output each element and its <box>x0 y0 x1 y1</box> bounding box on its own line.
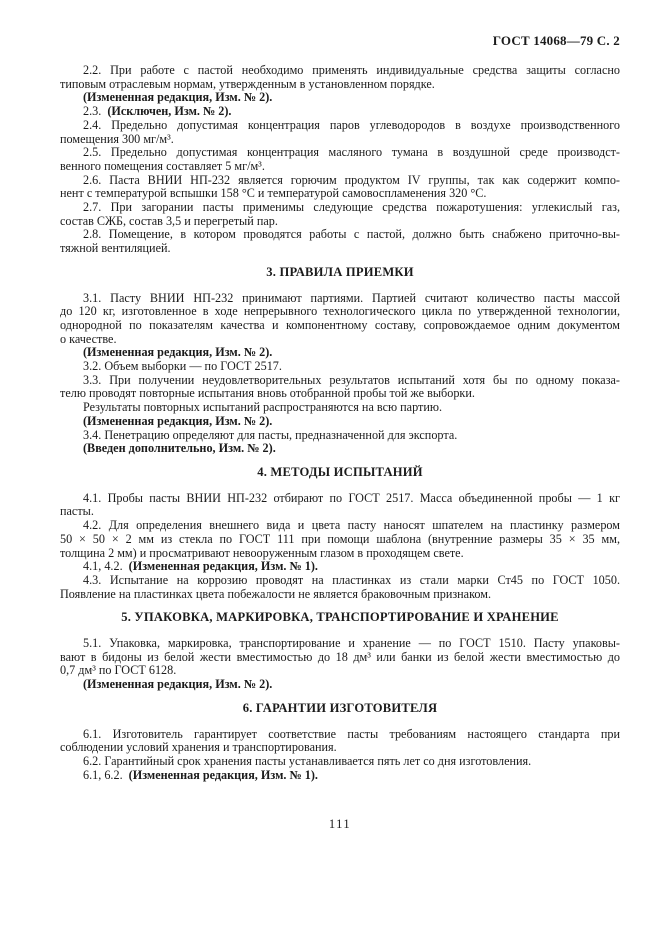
text-line: 4.1. Пробы пасты ВНИИ НП-232 отбирают по ГОСТ 2517. Масса объединенной пробы — 1 кг <box>83 490 620 505</box>
text-line: 3.4. Пенетрацию определяют для пасты, предназначенной для экспорта. <box>83 427 458 442</box>
clause-number: 2.3. <box>83 104 102 119</box>
text-line: состав СЖБ, состав 3,5 и перегретый пар. <box>60 213 278 228</box>
text-line: Результаты повторных испытаний распространяются на всю партию. <box>83 400 443 415</box>
text-line: 3.2. Объем выборки — по ГОСТ 2517. <box>83 359 282 374</box>
clause-6-1 <box>60 728 620 755</box>
text-line: 2.7. При загорании пасты применимы следующие средства пожаротушения: углекислый газ, <box>83 200 620 215</box>
section-6-heading: 6. ГАРАНТИИ ИЗГОТОВИТЕЛЯ <box>242 700 438 715</box>
text-line: 6.2. Гарантийный срок хранения пасты устанавливается пять лет со дня изготовления. <box>83 753 532 768</box>
clause-4-2 <box>60 519 620 560</box>
text-line: (Измененная редакция, Изм. № 2). <box>83 90 273 105</box>
editorial-note-text: (Измененная редакция, Изм. № 1). <box>128 767 318 782</box>
document-body <box>60 64 620 782</box>
text-line: нент с температурой вспышки 158 °С и температурой самовоспламенения 320 °С. <box>60 186 487 201</box>
page-number: 111 <box>328 817 352 831</box>
text-line: (Измененная редакция, Изм. № 2). <box>83 345 273 360</box>
text-line: 0,7 дм³ по ГОСТ 6128. <box>60 663 177 678</box>
text-line: 2.2. При работе с пастой необходимо применять индивидуальные средства защиты согласно <box>83 63 620 77</box>
text-line: вают в бидоны из белой жести вместимостью до 18 дм³ или банки из белой жести вместимостью до <box>60 649 620 664</box>
section-3-heading: 3. ПРАВИЛА ПРИЕМКИ <box>266 264 414 279</box>
text-line: 2.4. Предельно допустимая концентрация паров углеводородов в воздухе производственного <box>83 117 620 132</box>
editorial-note-text: (Исключен, Изм. № 2). <box>107 104 232 119</box>
text-line: 2.8. Помещение, в котором проводятся работы с пастой, должно быть снабжено приточно-вы- <box>83 227 620 242</box>
text-line <box>60 560 620 574</box>
text-line <box>60 769 620 783</box>
text-line: 6.1. Изготовитель гарантирует соответствие пасты требованиям настоящего стандарта при <box>83 726 620 741</box>
clause-number: 6.1, 6.2. <box>83 767 123 782</box>
text-line: помещения 300 мг/м³. <box>60 131 174 146</box>
clause-2-5 <box>60 146 620 173</box>
clause-2-8 <box>60 228 620 255</box>
text-line: 3.3. При получении неудовлетворительных результатов испытаний хотя бы по одному показа- <box>83 372 620 387</box>
text-line: 4.3. Испытание на коррозию проводят на пластинках из стали марки Ст45 по ГОСТ 1050. <box>83 572 620 587</box>
clause-4-1 <box>60 492 620 519</box>
text-line: (Измененная редакция, Изм. № 2). <box>83 413 273 428</box>
clause-4-1-4-2-note <box>60 560 620 574</box>
clause-2-3 <box>60 105 620 119</box>
text-line: пасты. <box>60 504 94 519</box>
text-line: типовым отраслевым нормам, утвержденным в установленном порядке. <box>60 76 435 91</box>
clause-3-2 <box>60 360 620 374</box>
editorial-note-text: (Измененная редакция, Изм. № 1). <box>128 559 318 574</box>
text-line: 4.2. Для определения внешнего вида и цвета пасту наносят шпателем на пластинку размером <box>83 518 620 533</box>
text-line: телю проводят повторные испытания вновь отобранной пробы той же выборки. <box>60 386 475 401</box>
clause-2-6 <box>60 174 620 201</box>
clause-3-4 <box>60 429 620 443</box>
text-line: толщина 2 мм) и просматривают невооруженным глазом в проходящем свете. <box>60 545 464 560</box>
section-5-heading: 5. УПАКОВКА, МАРКИРОВКА, ТРАНСПОРТИРОВАНИЕ И ХРАНЕНИЕ <box>121 610 559 625</box>
running-header: ГОСТ 14068—79 С. 2 <box>492 33 620 48</box>
text-line: однородной по показателям качества и компонентному составу, сопровождаемое одним документом <box>60 317 620 332</box>
clause-3-1 <box>60 292 620 347</box>
clause-6-1-6-2-note <box>60 769 620 783</box>
clause-6-2 <box>60 755 620 769</box>
text-line: 3.1. Пасту ВНИИ НП-232 принимают партиями. Партией считают количество пасты массой <box>83 290 620 305</box>
clause-2-2 <box>60 64 620 91</box>
editorial-note <box>60 678 620 692</box>
text-line: 2.6. Паста ВНИИ НП-232 является горючим продуктом IV группы, так как содержит компо- <box>83 172 620 187</box>
text-line: 5.1. Упаковка, маркировка, транспортирование и хранение — по ГОСТ 1510. Пасту упаковы- <box>83 636 620 651</box>
editorial-note <box>60 415 620 429</box>
clause-number: 4.1, 4.2. <box>83 559 123 574</box>
text-line: венного помещения составляет 5 мг/м³. <box>60 158 265 173</box>
editorial-note <box>60 442 620 456</box>
text-line: до 120 кг, изготовленное в ходе непрерывного технологического цикла по утвержденной технологии, <box>60 304 620 319</box>
text-line: о качестве. <box>60 331 117 346</box>
text-line: 50 × 50 × 2 мм из стекла по ГОСТ 111 при помощи шаблона (внутренние размеры 35 × 35 мм, <box>60 531 620 546</box>
text-line: Появление на пластинках цвета побежалости не является браковочным признаком. <box>60 586 492 601</box>
text-line: тяжной вентиляцией. <box>60 241 171 256</box>
clause-5-1 <box>60 637 620 678</box>
clause-3-3 <box>60 374 620 401</box>
text-line: (Измененная редакция, Изм. № 2). <box>83 677 273 692</box>
text-line: 2.5. Предельно допустимая концентрация масляного тумана в воздушной среде производст- <box>83 145 620 160</box>
text-line <box>60 105 620 119</box>
clause-2-7 <box>60 201 620 228</box>
editorial-note <box>60 91 620 105</box>
section-4-heading: 4. МЕТОДЫ ИСПЫТАНИЙ <box>257 464 423 479</box>
text-line: соблюдении условий хранения и транспортирования. <box>60 740 337 755</box>
editorial-note <box>60 346 620 360</box>
text-line: (Введен дополнительно, Изм. № 2). <box>83 441 276 456</box>
clause-4-3 <box>60 574 620 601</box>
clause-3-3-result <box>60 401 620 415</box>
clause-2-4 <box>60 119 620 146</box>
